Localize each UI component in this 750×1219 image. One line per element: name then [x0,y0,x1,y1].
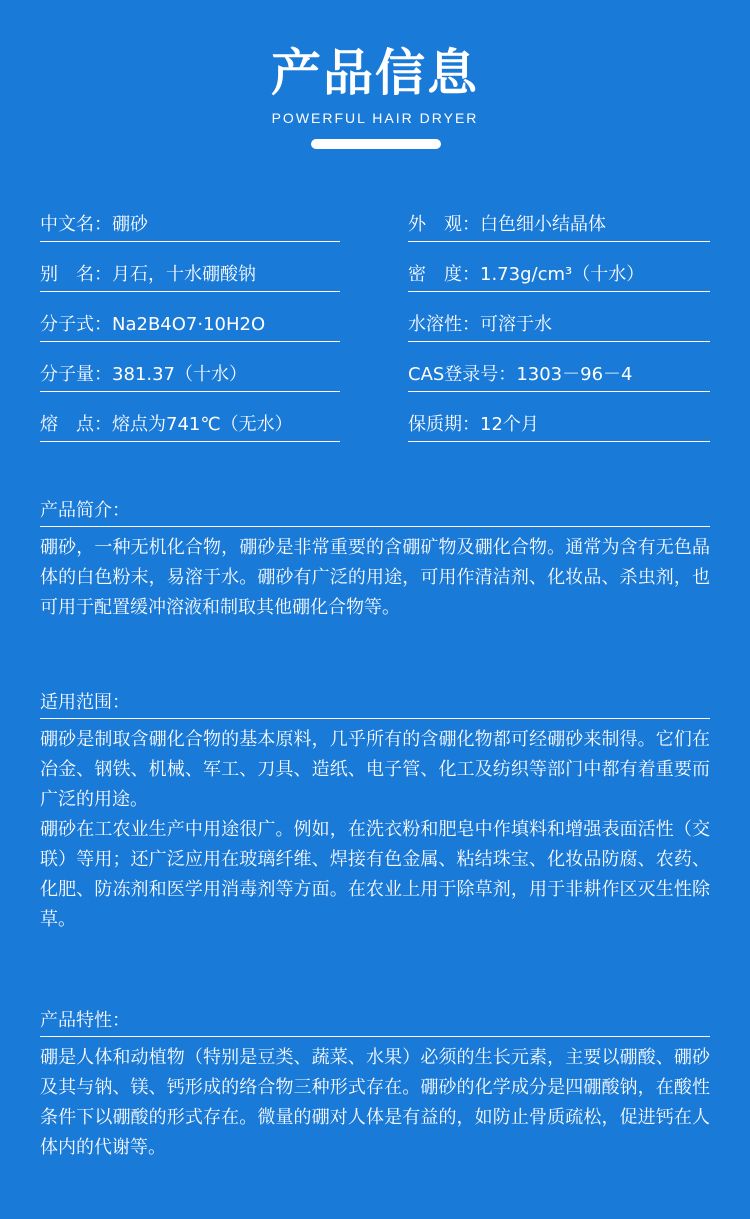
title-underline-bar [311,139,441,149]
spec-label: CAS登录号： [408,364,517,385]
spec-label: 水溶性： [408,314,480,335]
section-body [40,533,710,623]
page-title: 产品信息 [271,44,479,102]
spec-item-alias [40,257,340,292]
spec-row [40,407,710,457]
spec-label: 保质期： [408,414,480,435]
section-title: 适用范围： [40,688,710,719]
spec-value: 熔点为741℃（无水） [112,414,293,435]
section-title: 产品特性： [40,1006,710,1037]
spec-label: 外 观： [408,214,480,235]
spec-grid [40,207,710,457]
spec-item-molecular-weight [40,357,340,392]
spec-item-solubility [408,307,710,342]
spec-label: 分子式： [40,314,112,335]
page-subtitle: POWERFUL HAIR DRYER [271,110,479,126]
spec-value: 可溶于水 [480,314,552,335]
section-paragraph: 硼砂是制取含硼化合物的基本原料，几乎所有的含硼化物都可经硼砂来制得。它们在冶金、钢铁、机械、军工、刀具、造纸、电子管、化工及纺织等部门中都有着重要而广泛的用途。 [40,729,710,810]
spec-value: Na2B4O7·10H2O [112,314,266,335]
section-body [40,1043,710,1163]
spec-label: 分子量： [40,364,112,385]
spec-value: 月石，十水硼酸钠 [112,264,256,285]
spec-value: 12个月 [480,414,539,435]
spec-item-density [408,257,710,292]
spec-item-chinese-name [40,207,340,242]
spec-label: 中文名： [40,214,112,235]
section-paragraph: 硼砂在工农业生产中用途很广。例如，在洗衣粉和肥皂中作填料和增强表面活性（交联）等用；还广泛应用在玻璃纤维、焊接有色金属、粘结珠宝、化妆品防腐、农药、化肥、防冻剂和医学用消毒剂等方面。在农业上用于除草剂，用于非耕作区灭生性除草。 [40,819,710,930]
section-paragraph: 硼砂，一种无机化合物，硼砂是非常重要的含硼矿物及硼化合物。通常为含有无色晶体的白色粉末，易溶于水。硼砂有广泛的用途，可用作清洁剂、化妆品、杀虫剂，也可用于配置缓冲溶液和制取其他硼化合物等。 [40,537,710,618]
spec-label: 别 名： [40,264,112,285]
spec-item-cas-number [408,357,710,392]
spec-item-melting-point [40,407,340,442]
section-product-features [40,1006,710,1163]
spec-label: 熔 点： [40,414,112,435]
spec-value: 白色细小结晶体 [480,214,606,235]
section-application-scope [40,688,710,935]
spec-row [40,207,710,257]
section-body [40,725,710,935]
spec-value: 381.37（十水） [112,364,247,385]
spec-row [40,307,710,357]
spec-label: 密 度： [408,264,480,285]
spec-item-appearance [408,207,710,242]
spec-value: 1.73g/cm³（十水） [480,264,645,285]
section-product-intro [40,496,710,623]
spec-value: 1303－96－4 [516,364,633,385]
section-paragraph: 硼是人体和动植物（特别是豆类、蔬菜、水果）必须的生长元素，主要以硼酸、硼砂及其与钠、镁、钙形成的络合物三种形式存在。硼砂的化学成分是四硼酸钠，在酸性条件下以硼酸的形式存在。微量的硼对人体是有益的，如防止骨质疏松，促进钙在人体内的代谢等。 [40,1047,710,1158]
spec-row [40,257,710,307]
section-title: 产品简介： [40,496,710,527]
spec-row [40,357,710,407]
spec-value: 硼砂 [112,214,148,235]
spec-item-formula [40,307,340,342]
spec-item-shelf-life [408,407,710,442]
